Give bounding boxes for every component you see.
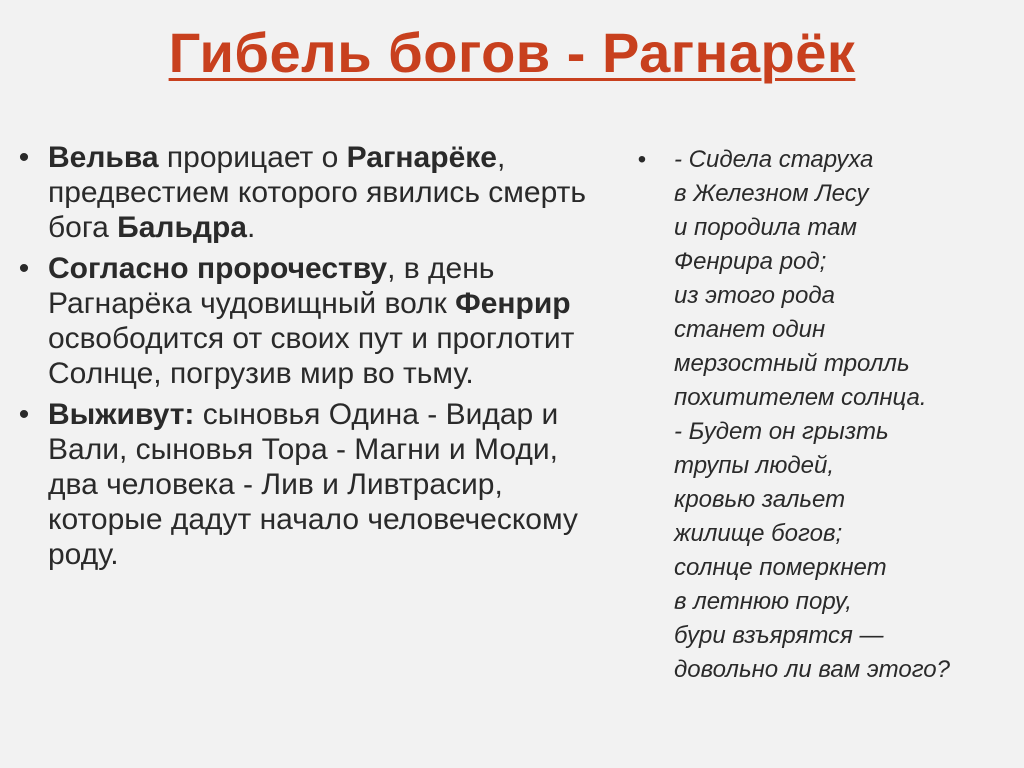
bold-term: Выживут: [48,398,195,431]
poem-line: солнце померкнет [674,554,887,581]
poem-line: из этого рода [674,282,835,309]
poem-line: трупы людей, [674,452,835,479]
slide-title: Гибель богов - Рагнарёк [168,21,856,84]
bullet-glyph: • [637,146,647,173]
bold-term: Вельва [48,141,159,174]
poem-line: бури взъярятся — [674,622,884,649]
bold-term: Фенрир [455,287,571,320]
bullet-text: , в день Рагнарёка чудовищный волк [48,252,495,320]
right-column-poem [632,143,1012,687]
bold-term: Рагнарёке [346,141,497,174]
poem-line: станет один [674,316,826,343]
bullet-text: прорицает о [158,141,347,174]
poem-line: в Железном Лесу [674,180,869,207]
poem-line: в летнюю пору, [674,588,852,615]
poem-line: Фенрира род; [674,248,827,275]
poem-line: жилище богов; [674,520,843,547]
bullet-item-velva [14,140,614,245]
poem-block [632,143,1012,687]
bold-term: Бальдра [117,211,247,244]
left-column [14,140,614,578]
bullet-item-prophecy [14,251,614,391]
bullet-text: , предвестием которого явились смерть бога [48,141,587,244]
bullet-text: сыновья Одина - Видар и Вали, сыновья Тора - Магни и Моди, два человека - Лив и Ливтрасир, которые дадут начало человеческому роду. [48,398,578,571]
poem-line: - Будет он грызть [674,418,889,445]
poem-line: и породила там [674,214,857,241]
poem-line: довольно ли вам этого? [674,656,950,683]
bullet-text: освободится от своих пут и проглотит Солнце, погрузив мир во тьму. [48,322,575,390]
bullet-text: . [246,211,256,244]
bullet-glyph: • [18,252,30,285]
poem-line: мерзостный тролль [674,350,910,377]
bullet-glyph: • [18,398,30,431]
poem-line: - Сидела старуха [674,146,874,173]
bullet-glyph: • [18,141,30,174]
bullet-item-survivors [14,397,614,572]
bold-term: Согласно пророчеству [48,252,388,285]
poem-line: кровью зальет [674,486,846,513]
poem-line: похитителем солнца. [674,384,927,411]
